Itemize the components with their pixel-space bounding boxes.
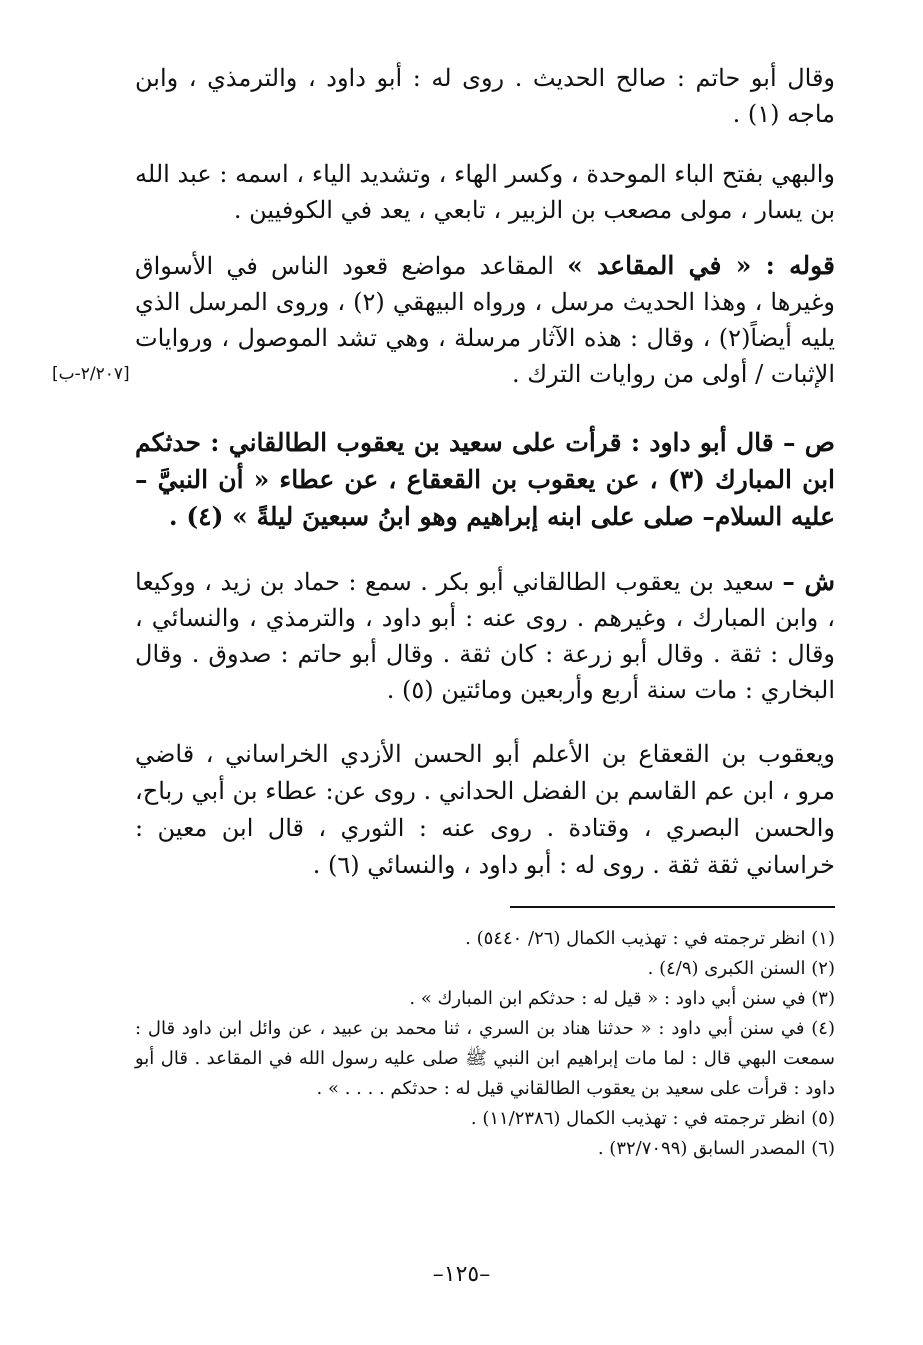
commentary-lead: ش –: [782, 567, 835, 596]
paragraph-4-hadith-text: [135, 424, 835, 535]
page-number: –١٢٥–: [432, 1262, 491, 1287]
paragraph-2: [135, 156, 835, 228]
footnote-separator: [510, 906, 835, 908]
footnotes: [135, 924, 835, 1164]
paragraph-text: ص – قال أبو داود : قرأت على سعيد بن يعقوب الطالقاني : حدثكم ابن المبارك (٣) ، عن يعقوب بن القعقاع ، عن عطاء « أن النبيَّ – عليه السلام– صلى على ابنه إبراهيم وهو ابنُ سبعينَ ليلةً » (٤) .: [135, 428, 836, 531]
paragraph-1: [135, 60, 835, 132]
paragraph-text: ويعقوب بن القعقاع بن الأعلم أبو الحسن الأزدي الخراساني ، قاضي مرو ، ابن عم القاسم بن الفضل الحداني . روى عن: عطاء بن أبي رباح، والحسن البصري ، وقتادة . روى عنه : الثوري ، قال ابن معين : خراساني ثقة ثقة . روى له : أبو داود ، والنسائي (٦) .: [135, 740, 836, 879]
commentary-lead: قوله : « في المقاعد »: [567, 251, 835, 280]
paragraph-text: وقال أبو حاتم : صالح الحديث . روى له : أبو داود ، والترمذي ، وابن ماجه (١) .: [135, 64, 835, 128]
paragraph-5: [135, 564, 835, 708]
paragraph-3: [135, 248, 835, 392]
footnote-6: (٦) المصدر السابق (٣٢/٧٠٩٩) .: [597, 1138, 835, 1159]
margin-folio-reference: [٢/٢٠٧-ب]: [52, 364, 130, 384]
paragraph-6: [135, 736, 835, 884]
paragraph-text: سعيد بن يعقوب الطالقاني أبو بكر . سمع : حماد بن زيد ، ووكيعا ، وابن المبارك ، وغيرهم . روى عنه : أبو داود ، والترمذي ، والنسائي ، وقال : ثقة . وقال أبو زرعة : كان ثقة . وقال أبو حاتم : صدوق . وقال البخاري : مات سنة أربع وأربعين ومائتين (٥) .: [135, 568, 836, 704]
paragraph-text: والبهي بفتح الباء الموحدة ، وكسر الهاء ، وتشديد الياء ، اسمه : عبد الله بن يسار ، مولى مصعب بن الزبير ، تابعي ، يعد في الكوفيين .: [135, 160, 835, 224]
footnote-3: (٣) في سنن أبي داود : « قيل له : حدثكم ابن المبارك » .: [409, 988, 835, 1009]
paragraph-text: المقاعد مواضع قعود الناس في الأسواق وغيرها ، وهذا الحديث مرسل ، ورواه البيهقي (٢) ، وروى المرسل الذي يليه أيضاً(٢) ، وقال : هذه الآثار مرسلة ، وهي تشد الموصول ، وروايات الإثبات / أولى من روايات الترك .: [135, 252, 836, 388]
footnote-5: (٥) انظر ترجمته في : تهذيب الكمال (١١/٢٣٨٦) .: [470, 1108, 835, 1129]
footnote-2: (٢) السنن الكبرى (٤/٩) .: [647, 958, 835, 979]
footnote-1: (١) انظر ترجمته في : تهذيب الكمال (٢٦/ ٥٤٤٠) .: [465, 928, 835, 949]
footnote-4: (٤) في سنن أبي داود : « حدثنا هناد بن السري ، ثنا محمد بن عبيد ، عن وائل ابن داود قال : سمعت البهي قال : لما مات إبراهيم ابن النبي ﷺ صلى عليه رسول الله في المقاعد . قال أبو داود : قرأت على سعيد بن يعقوب الطالقاني قيل له : حدثكم . . . . » .: [135, 1018, 835, 1099]
